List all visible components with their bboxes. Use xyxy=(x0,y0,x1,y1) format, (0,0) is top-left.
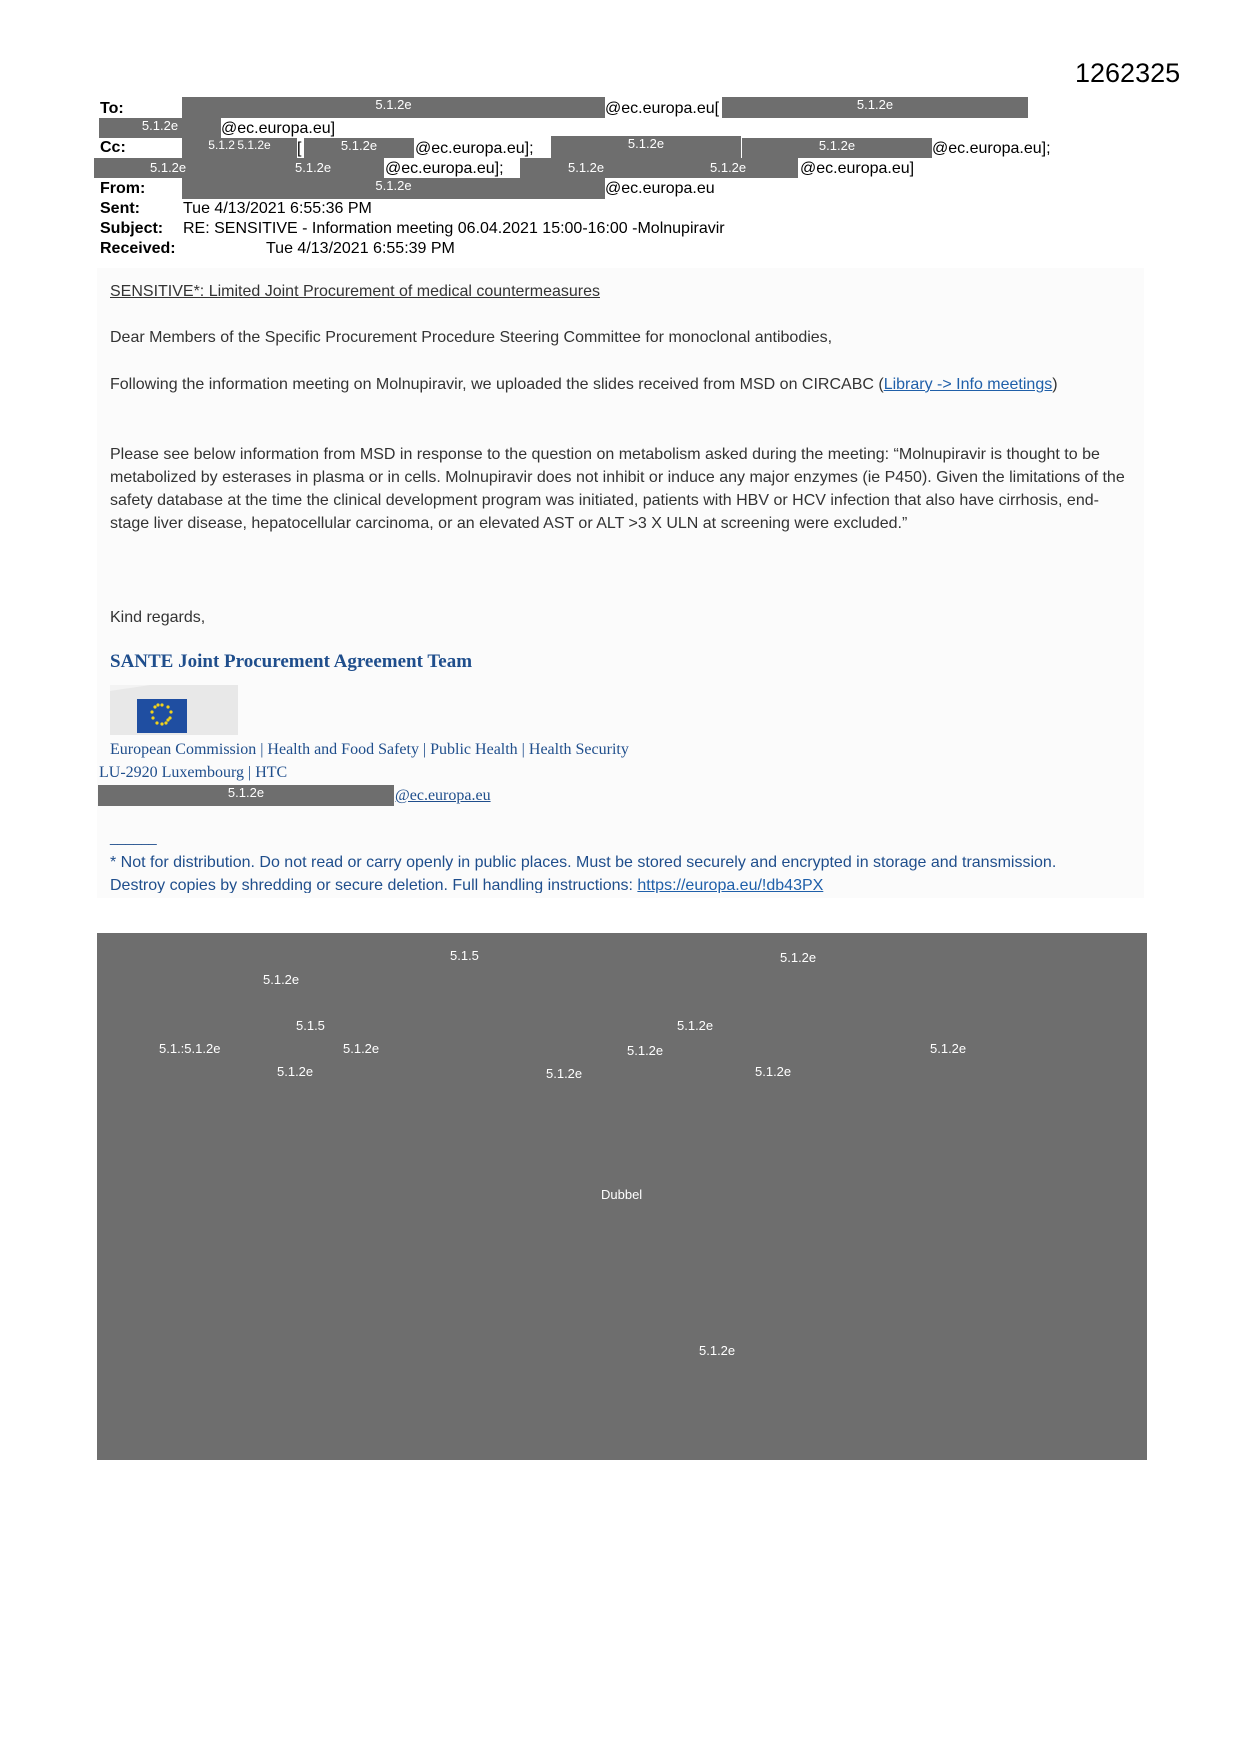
cc-email-domain: @ec.europa.eu]; xyxy=(415,140,534,157)
redaction-code: 5.1.2e xyxy=(627,136,665,151)
redaction-bar xyxy=(182,138,297,158)
redaction-code: 5.1.2e xyxy=(295,160,332,175)
redaction-code: 5.1.2e xyxy=(699,1343,736,1358)
redaction-code: 5.1.5 xyxy=(450,948,479,963)
redaction-code: 5.1.2 5.1.2e xyxy=(208,138,271,152)
redaction-code: 5.1.2e xyxy=(277,1064,314,1079)
cc-email-domain: @ec.europa.eu]; xyxy=(932,140,1051,157)
closing: Kind regards, xyxy=(110,609,206,626)
document-id: 1262325 xyxy=(1075,58,1181,88)
redaction-bar xyxy=(551,136,741,158)
redaction-code: 5.1.2e xyxy=(755,1064,792,1079)
redaction-code: 5.1.2e xyxy=(930,1041,967,1056)
redaction-code: 5.1.2e xyxy=(818,138,856,153)
paragraph-text: Following the information meeting on Molnupiravir, we uploaded the slides received from MSD on CIRCABC ( xyxy=(110,376,884,393)
received-value: Tue 4/13/2021 6:55:39 PM xyxy=(266,240,455,257)
redaction-bar xyxy=(182,118,220,138)
redaction-bar xyxy=(182,178,605,199)
redaction-bar xyxy=(520,158,798,178)
to-email-domain: @ec.europa.eu] xyxy=(221,120,336,137)
signature-address: LU-2920 Luxembourg | HTC xyxy=(99,764,288,781)
eu-flag-icon xyxy=(110,685,238,735)
signature-email[interactable]: @ec.europa.eu xyxy=(395,787,491,804)
redaction-code: 5.1.2e xyxy=(343,1041,380,1056)
footer-notice xyxy=(110,851,1070,893)
redaction-code: 5.1.:5.1.2e xyxy=(159,1041,221,1056)
redaction-code: 5.1.2e xyxy=(546,1066,583,1081)
subject-label: Subject: xyxy=(100,220,164,237)
redaction-bar xyxy=(94,158,384,178)
footer-separator: ______ xyxy=(110,829,157,845)
sensitivity-line: SENSITIVE*: Limited Joint Procurement of medical countermeasures xyxy=(110,283,600,300)
redaction-bar xyxy=(304,138,414,158)
cc-bracket: [ xyxy=(297,140,302,157)
library-link[interactable]: Library -> Info meetings xyxy=(883,376,1053,393)
to-email-domain: @ec.europa.eu[ xyxy=(605,100,720,117)
redaction-bar xyxy=(182,97,605,118)
redaction-code: 5.1.2e xyxy=(375,97,412,112)
redaction-code: 5.1.2e xyxy=(263,972,300,987)
redaction-bar xyxy=(722,97,1028,118)
signature-org: European Commission | Health and Food Safety | Public Health | Health Security xyxy=(110,741,629,758)
redaction-code: 5.1.2e xyxy=(627,1043,664,1058)
redaction-code: 5.1.5 xyxy=(296,1018,325,1033)
redaction-code: 5.1.2e xyxy=(150,160,187,175)
signature-team: SANTE Joint Procurement Agreement Team xyxy=(110,651,473,672)
from-email-domain: @ec.europa.eu xyxy=(605,180,715,197)
redaction-code: 5.1.2e xyxy=(141,118,179,133)
ec-logo xyxy=(110,685,238,735)
cc-email-domain: @ec.europa.eu] xyxy=(800,160,915,177)
redaction-bar xyxy=(98,785,394,806)
redaction-code: 5.1.2e xyxy=(780,950,817,965)
redaction-code: 5.1.2e xyxy=(568,160,605,175)
redaction-code: Dubbel xyxy=(601,1187,643,1202)
greeting: Dear Members of the Specific Procurement Procedure Steering Committee for monoclonal antibodies, xyxy=(110,329,833,346)
sent-label: Sent: xyxy=(100,200,140,217)
redaction-code: 5.1.2e xyxy=(340,138,378,153)
received-label: Received: xyxy=(100,240,176,257)
paragraph-end: ) xyxy=(1052,376,1058,393)
redaction-code: 5.1.2e xyxy=(677,1018,714,1033)
paragraph-metabolism: Please see below information from MSD in response to the question on metabolism asked during the meeting: “Molnupiravir is thought to be metabolized by esterases in plasma or in cells. Molnupiravir does not inhibit or induce any major enzymes (ie P450). Given the limitations of the safety database at the time the clinical development program was initiated, patients with HBV or HCV infection that also have cirrhosis, end-stage liver disease, hepatocellular carcinoma, or an elevated AST or ALT >3 X ULN at screening were excluded.” xyxy=(110,446,1125,532)
cc-label: Cc: xyxy=(100,139,126,156)
to-label: To: xyxy=(100,100,124,117)
redaction-code: 5.1.2e xyxy=(227,785,265,800)
from-label: From: xyxy=(100,180,146,197)
handling-link[interactable]: https://europa.eu/!db43PX xyxy=(637,877,824,893)
subject-value: RE: SENSITIVE - Information meeting 06.04.2021 15:00-16:00 -Molnupiravir xyxy=(183,220,725,237)
paragraph-slides xyxy=(110,373,1070,396)
cc-email-domain: @ec.europa.eu]; xyxy=(385,160,504,177)
redaction-code: 5.1.2e xyxy=(375,178,412,193)
sent-value: Tue 4/13/2021 6:55:36 PM xyxy=(183,200,372,217)
redaction-code: 5.1.2e xyxy=(856,97,894,112)
redaction-code: 5.1.2e xyxy=(710,160,747,175)
notice-text: * Not for distribution. Do not read or carry openly in public places. Must be stored securely and encrypted in storage and transmission. Destroy copies by shredding or secure deletion. Full handling instructions: xyxy=(110,854,1057,893)
redaction-bar xyxy=(742,138,932,158)
